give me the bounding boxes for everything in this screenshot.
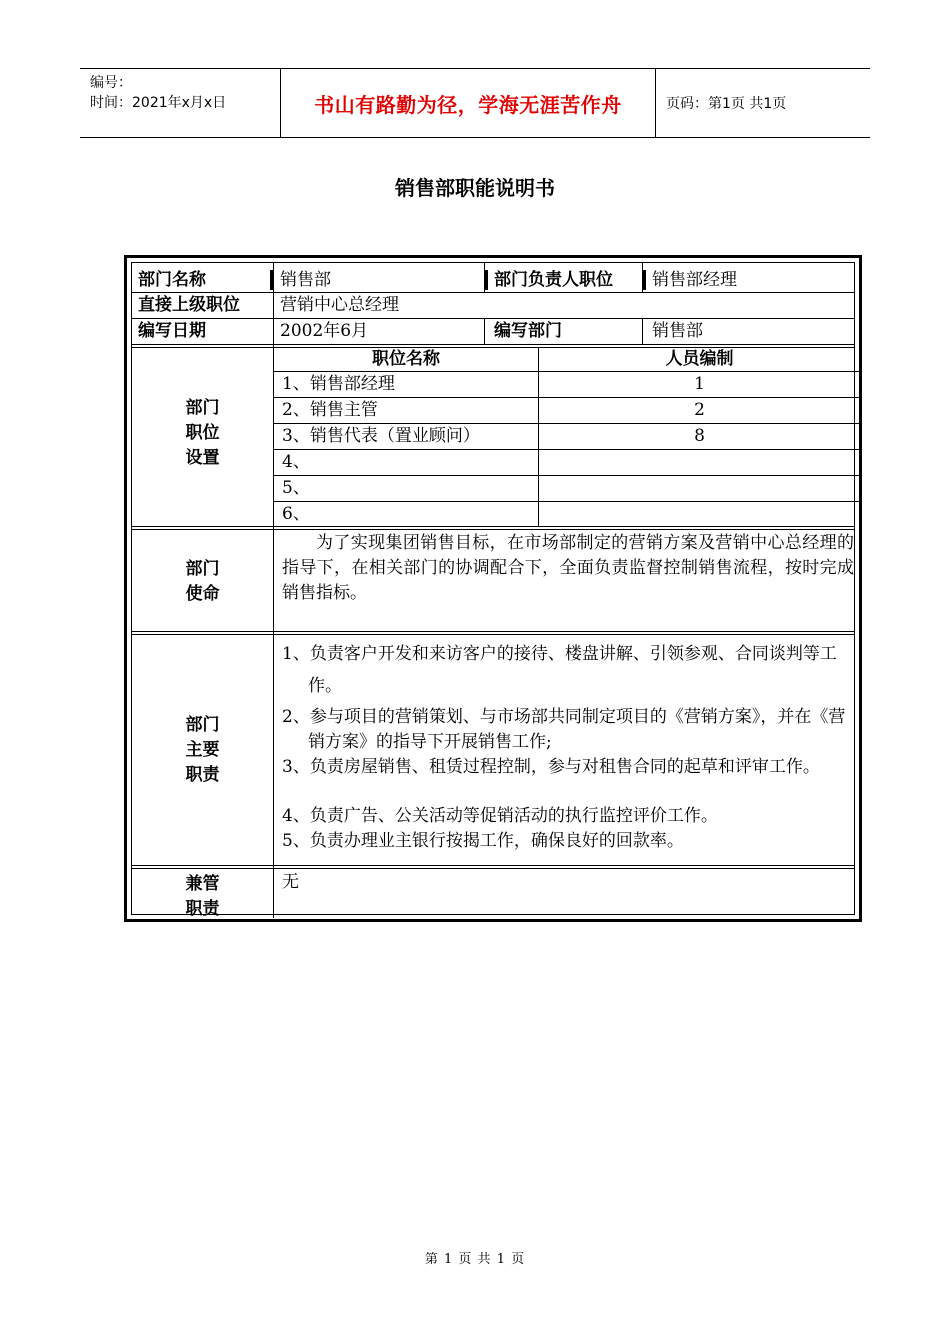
section-line [132, 631, 854, 635]
header-time: 时间：2021年x月x日 [90, 95, 227, 111]
duty-item-2: 2、参与项目的营销策划、与市场部共同制定项目的《营销方案》，并在《营销方案》的指导下开展销售工作; [282, 707, 846, 752]
writer-label: 编写部门 [494, 321, 562, 341]
position-row-1-name: 1、销售部经理 [282, 374, 395, 394]
position-row-2-name: 2、销售主管 [282, 400, 378, 420]
function-table-inner [131, 262, 855, 919]
dept-name-label: 部门名称 [138, 270, 206, 290]
document-title: 销售部职能说明书 [395, 176, 555, 200]
extra-duties-text: 无 [282, 872, 299, 892]
document-header [80, 68, 870, 138]
positions-section-label: 部门 职位 设置 [185, 398, 220, 468]
cell-marker [485, 270, 488, 290]
duties-section-label: 部门 主要 职责 [185, 715, 220, 785]
head-position-value: 销售部经理 [652, 270, 737, 290]
divider [484, 263, 485, 292]
mission-section-label: 部门 使命 [185, 559, 220, 604]
position-row-4-name: 4、 [282, 452, 310, 472]
duty-item-1: 1、负责客户开发和来访客户的接待、楼盘讲解、引领参观、合同谈判等工作。 [282, 644, 837, 696]
duty-item-5: 5、负责办理业主银行按揭工作，确保良好的回款率。 [282, 831, 684, 851]
duty-item-4: 4、负责广告、公关活动等促销活动的执行监控评价工作。 [282, 806, 718, 826]
cell-marker [643, 270, 646, 290]
position-row-2-count: 2 [694, 400, 705, 420]
position-row-6-count [539, 502, 860, 527]
header-page: 页码：第1页 共1页 [666, 96, 787, 112]
header-number: 编号： [90, 75, 132, 91]
position-row-1-count: 1 [694, 374, 705, 394]
position-row-5-count [539, 476, 860, 501]
date-value: 2002年6月 [280, 321, 369, 341]
col-headcount: 人员编制 [665, 349, 734, 369]
page-footer: 第 1 页 共 1 页 [424, 1252, 526, 1267]
function-table [124, 255, 862, 922]
position-row-4-count [539, 450, 860, 475]
dept-name-value: 销售部 [280, 270, 331, 290]
section-line [132, 865, 854, 869]
header-meta [80, 69, 281, 137]
extra-section-label: 兼管 职责 [185, 874, 220, 919]
header-motto: 书山有路勤为径，学海无涯苦作舟 [281, 69, 656, 137]
divider [642, 318, 643, 345]
position-row-3-count: 8 [694, 426, 705, 446]
writer-value: 销售部 [652, 321, 703, 341]
position-row-6-name: 6、 [282, 504, 310, 524]
position-row-3-name: 3、销售代表（置业顾问） [282, 426, 480, 446]
superior-value: 营销中心总经理 [280, 295, 399, 315]
date-label: 编写日期 [138, 321, 206, 341]
mission-text: 为了实现集团销售目标，在市场部制定的营销方案及营销中心总经理的指导下，在相关部门的协调配合下，全面负责监督控制销售流程，按时完成销售指标。 [282, 533, 854, 603]
superior-label: 直接上级职位 [138, 295, 240, 315]
divider [642, 263, 643, 292]
duty-item-3: 3、负责房屋销售、租赁过程控制，参与对租售合同的起草和评审工作。 [282, 757, 820, 777]
section-line [132, 526, 854, 530]
position-row-5-name: 5、 [282, 478, 310, 498]
divider [484, 318, 485, 345]
col-position-name: 职位名称 [372, 349, 440, 369]
head-position-label: 部门负责人职位 [494, 270, 613, 290]
